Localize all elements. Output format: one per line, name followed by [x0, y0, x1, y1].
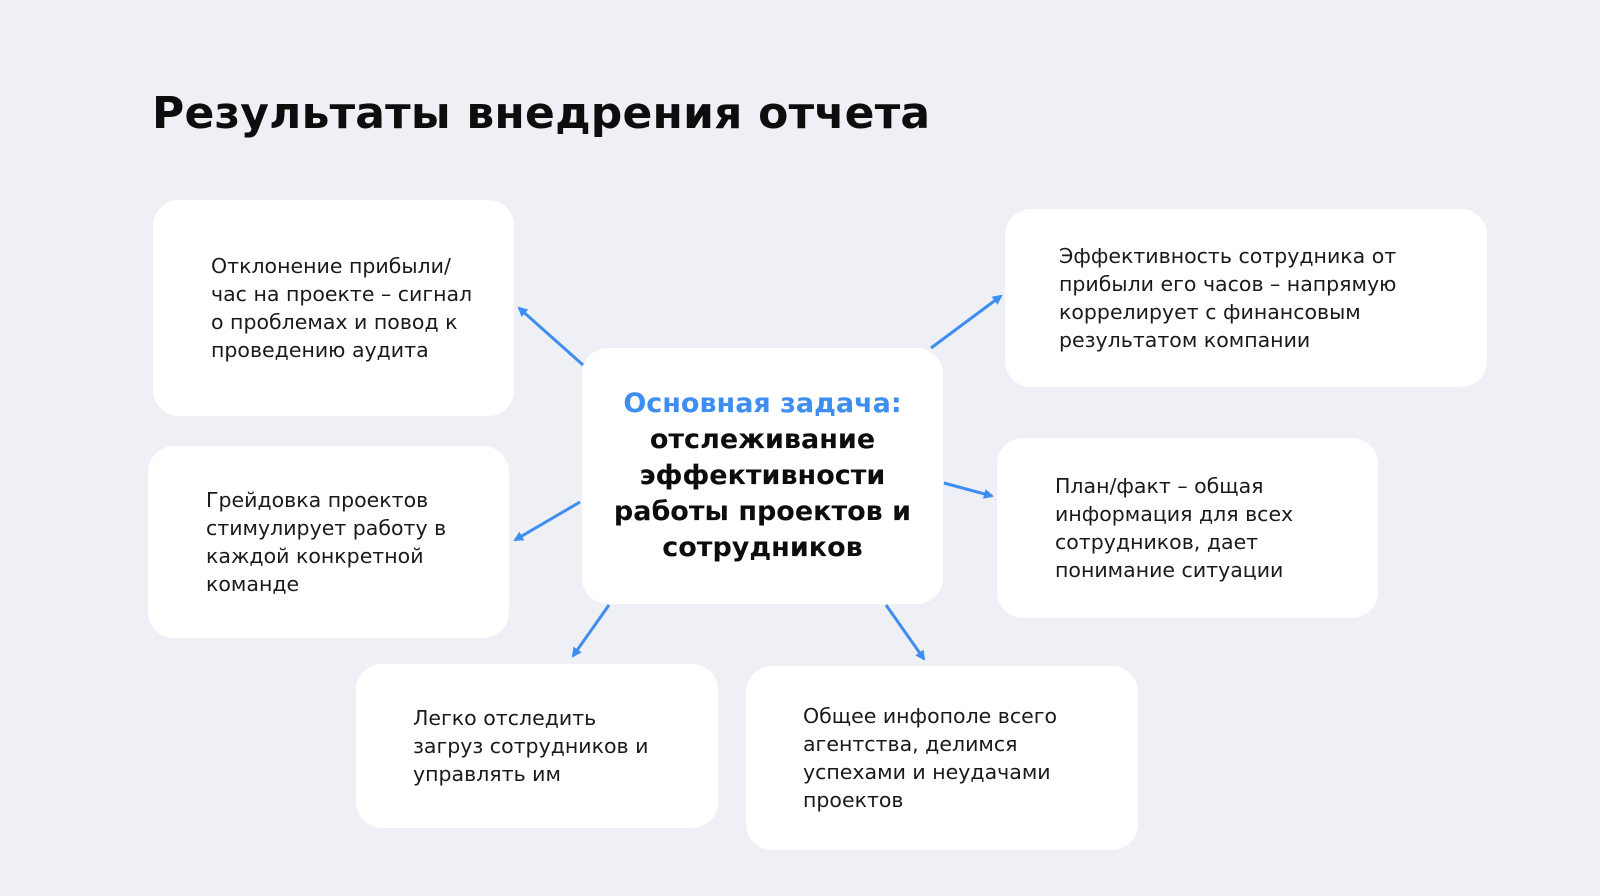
profit-deviation-card [153, 200, 514, 416]
arrow-to-profit-deviation [519, 308, 583, 365]
workload-card [356, 664, 718, 828]
grading-text: Грейдовка проектов стимулирует работу в каждой конкретной команде [206, 488, 447, 596]
efficiency-text: Эффективность сотрудника от прибыли его часов – напрямую коррелирует с финансовым результатом компании [1059, 244, 1397, 352]
workload-text: Легко отследить загруз сотрудников и управлять им [413, 706, 649, 786]
efficiency-card [1005, 209, 1487, 387]
arrow-to-grading [515, 502, 580, 540]
main-task-card [582, 348, 943, 604]
plan-fact-card [997, 438, 1378, 618]
main-task-text: отслеживание эффективности работы проектов и сотрудников [613, 424, 912, 563]
plan-fact-text: План/факт – общая информация для всех сотрудников, дает понимание ситуации [1055, 474, 1294, 582]
slide-title: Результаты внедрения отчета [152, 88, 931, 139]
grading-card [148, 446, 509, 638]
arrow-to-infofield [886, 605, 924, 659]
arrow-to-workload [573, 605, 609, 656]
arrow-to-efficiency [931, 296, 1001, 348]
infofield-text: Общее инфополе всего агентства, делимся успехами и неудачами проектов [803, 704, 1058, 812]
profit-deviation-text: Отклонение прибыли/час на проекте – сигнал о проблемах и повод к проведению аудита [211, 254, 473, 362]
main-task-label: Основная задача: [623, 388, 902, 419]
infofield-card [746, 666, 1138, 850]
arrow-to-plan-fact [944, 483, 992, 496]
